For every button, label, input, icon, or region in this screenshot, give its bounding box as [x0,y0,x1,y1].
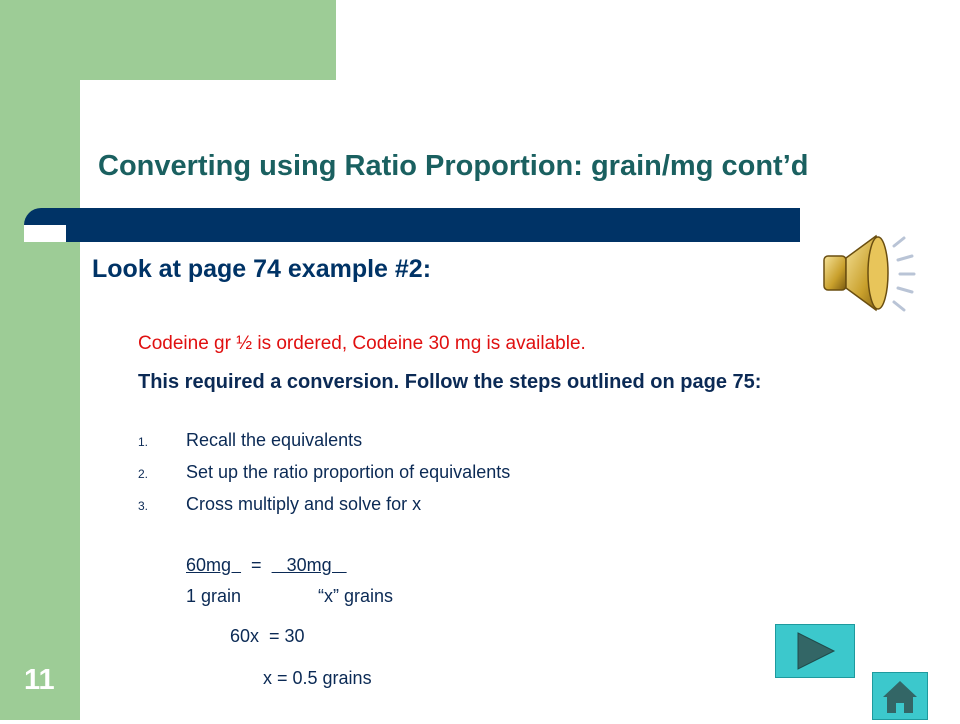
next-arrow-icon [776,625,854,677]
step-text: Recall the equivalents [186,430,363,450]
divider-notch [24,225,66,242]
equation-step-2: x = 0.5 grains [263,668,372,688]
order-line: Codeine gr ½ is ordered, Codeine 30 mg is available. [138,333,586,354]
equation-step-1: 60x = 30 [230,626,305,646]
proportion-numerators [186,555,347,576]
step-text: Set up the ratio proportion of equivalents [186,462,511,482]
next-slide-button[interactable] [775,624,855,678]
speaker-icon[interactable] [818,228,918,318]
conversion-line [138,370,838,394]
proportion-left-denominator: 1 grain [186,586,242,606]
step-number: 2. [138,467,149,481]
step-item-2 [138,462,510,483]
title-divider-bar [24,208,800,242]
conversion-text: This required a conversion. Follow the steps outlined on page 75: [138,371,762,393]
proportion-right-denominator: “x” grains [318,586,394,606]
home-button[interactable] [872,672,928,720]
step-item-3 [138,494,421,515]
step-item-1 [138,430,362,451]
slide-title: Converting using Ratio Proportion: grain/mg cont’d [98,150,809,182]
left-numerator: 60mg [186,555,242,575]
step-number: 1. [138,435,149,449]
step-text: Cross multiply and solve for x [186,494,422,514]
right-numerator: 30mg [271,555,347,575]
subtitle: Look at page 74 example #2: [92,255,432,283]
equals-sign: = [251,555,262,575]
home-icon [873,673,927,719]
green-band-left [0,0,80,720]
slide-number: 11 [24,664,55,696]
step-number: 3. [138,499,149,513]
